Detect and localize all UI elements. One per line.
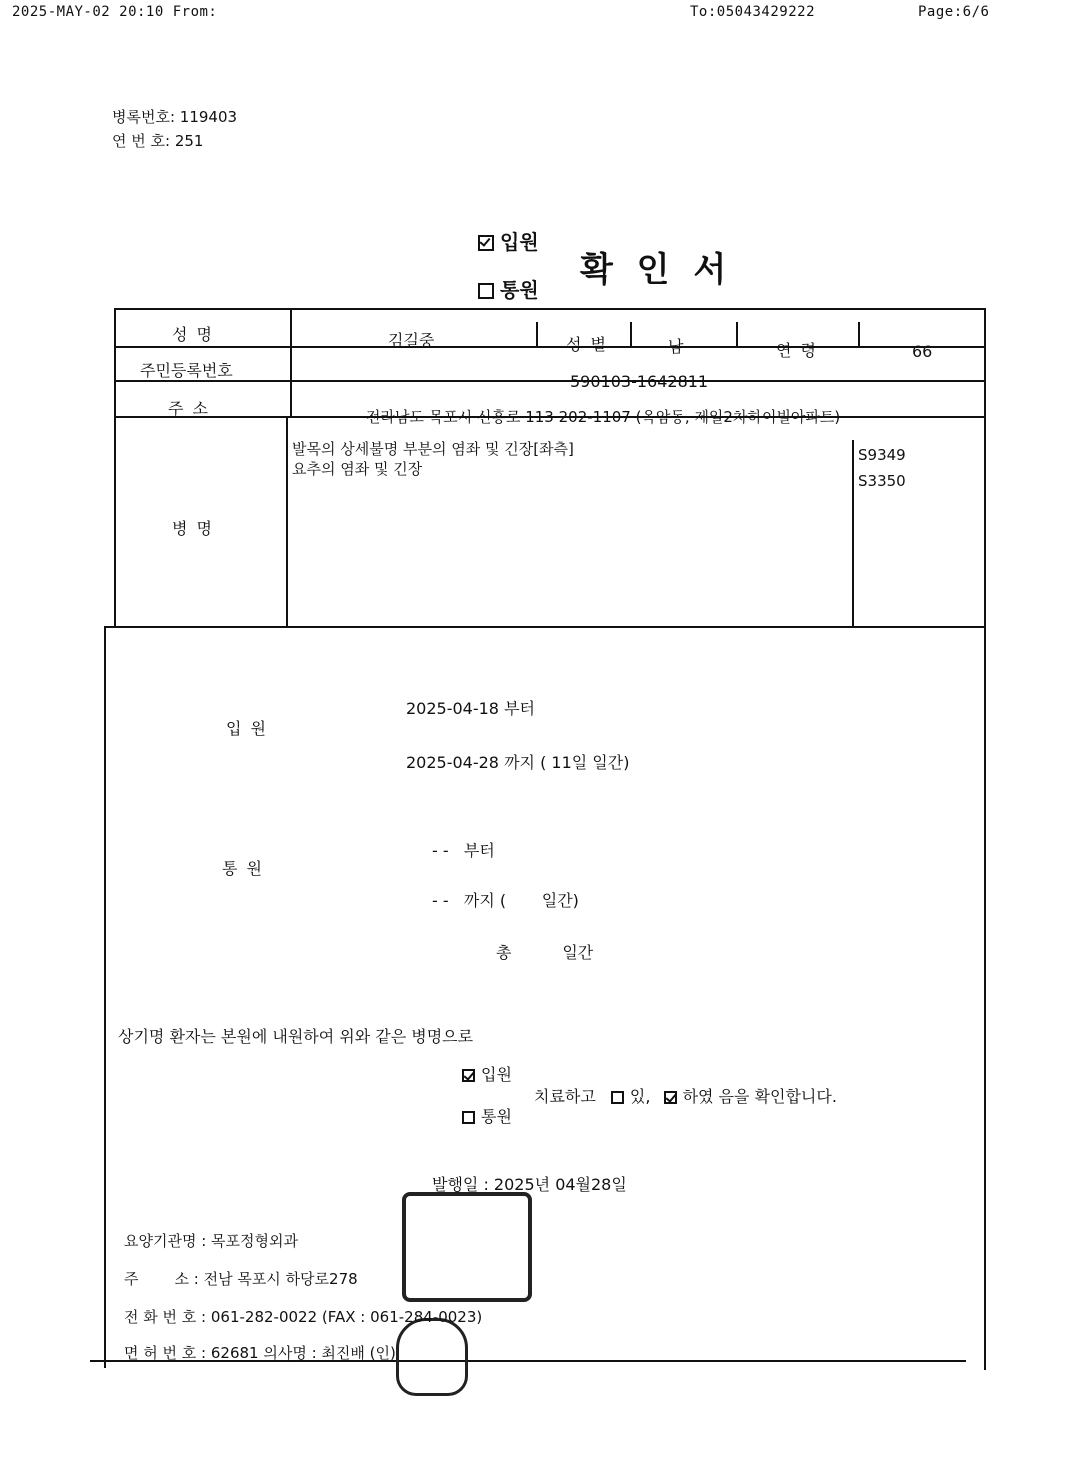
- col-line-label-lower: [286, 416, 288, 626]
- col-line-sex-label: [630, 322, 632, 348]
- title-option-admission: [478, 226, 539, 255]
- row-line-1: [114, 346, 986, 348]
- document-title: 확 인 서: [580, 250, 733, 290]
- serial-number-value: 251: [174, 132, 204, 150]
- checked-box-icon: [462, 1069, 475, 1082]
- col-line-sex: [736, 322, 738, 348]
- empty-box-icon: [478, 283, 494, 299]
- title-admission-label: 입원: [500, 230, 539, 254]
- patient-age: 66: [912, 342, 933, 361]
- issue-date: 발행일 : 2025년 04월28일: [432, 1175, 627, 1194]
- form-top-border: [114, 308, 986, 310]
- name-label: 성 명: [172, 325, 214, 344]
- diagnosis-code-1: S9349: [858, 446, 906, 464]
- fax-header-left: 2025-MAY-02 20:10 From:: [12, 4, 218, 20]
- address-label: 주 소: [168, 399, 210, 418]
- title-outpatient-label: 통원: [500, 278, 539, 302]
- row-line-4: [104, 626, 986, 628]
- doctor-seal: [396, 1318, 468, 1396]
- hospital-seal: [402, 1192, 532, 1302]
- chart-number-value: 119403: [179, 108, 238, 126]
- hospital-address-label: 주: [124, 1270, 139, 1288]
- checked-box-icon: [664, 1091, 677, 1104]
- form-left-border-lower: [104, 626, 106, 1368]
- diagnosis-item-2: 요추의 염좌 및 긴장: [292, 460, 423, 478]
- diagnosis-item-1: 발목의 상세불명 부분의 염좌 및 긴장[좌측]: [292, 440, 574, 458]
- rrn-label: 주민등록번호: [140, 361, 233, 380]
- form-right-border: [984, 308, 986, 1370]
- chart-number-label: 병록번호:: [112, 108, 176, 126]
- admission-to: 2025-04-28 까지 ( 11일 일간): [406, 753, 630, 772]
- outpatient-label: 통 원: [222, 859, 264, 878]
- title-option-outpatient: [478, 274, 539, 303]
- license-and-doctor: 면 허 번 호 : 62681 의사명 : 최진배 (인): [124, 1344, 396, 1362]
- chart-number: [112, 106, 237, 127]
- row-line-2: [114, 380, 986, 382]
- statement-option-admission: [462, 1062, 512, 1085]
- statement-confirmation: [534, 1084, 837, 1107]
- statement-treated: 치료하고: [534, 1087, 596, 1106]
- hospital-address: [124, 1268, 358, 1289]
- statement-option-outpatient: [462, 1104, 512, 1127]
- form-left-border-upper: [114, 308, 116, 626]
- statement-outpatient-label: 통원: [481, 1107, 512, 1126]
- col-line-label: [290, 308, 292, 416]
- statement-exists: 있,: [629, 1087, 651, 1106]
- outpatient-to: - - 까지 ( 일간): [432, 891, 579, 910]
- serial-number-label: 연 번 호:: [112, 132, 171, 150]
- checked-box-icon: [478, 235, 494, 251]
- age-label: 연 령: [776, 341, 818, 360]
- certificate-form: [90, 308, 986, 1370]
- col-line-age-label: [858, 322, 860, 348]
- patient-sex: 남: [668, 337, 684, 356]
- fax-header-recipient: To:05043429222: [690, 4, 816, 20]
- admission-from: 2025-04-18 부터: [406, 699, 535, 718]
- col-line-code: [852, 440, 854, 626]
- hospital-phone: 전 화 번 호 : 061-282-0022 (FAX : 061-284-0023): [124, 1308, 483, 1326]
- empty-box-icon: [462, 1111, 475, 1124]
- hospital-address-value: 소 : 전남 목포시 하당로278: [174, 1270, 358, 1288]
- patient-rrn: 590103-1642811: [570, 372, 709, 391]
- patient-address: 전라남도 목포시 신흥로 113 202-1107 (옥암동, 제일2차하이빌아파트): [366, 408, 841, 426]
- statement-admission-label: 입원: [481, 1065, 512, 1084]
- fax-header-page: Page:6/6: [918, 4, 990, 20]
- serial-number: [112, 130, 203, 151]
- statement-line: 상기명 환자는 본원에 내원하여 위와 같은 병명으로: [118, 1027, 474, 1046]
- outpatient-total: 총 일간: [496, 943, 594, 962]
- patient-name: 김길중: [388, 331, 435, 350]
- diagnosis-label: 병 명: [172, 519, 214, 538]
- hospital-name: 요양기관명 : 목포정형외과: [124, 1232, 298, 1250]
- admission-label: 입 원: [226, 719, 268, 738]
- empty-box-icon: [611, 1091, 624, 1104]
- statement-end: 하였 음을 확인합니다.: [682, 1087, 837, 1106]
- sex-label: 성 별: [566, 335, 608, 354]
- diagnosis-code-2: S3350: [858, 472, 906, 490]
- col-line-name: [536, 322, 538, 348]
- outpatient-from: - - 부터: [432, 841, 495, 860]
